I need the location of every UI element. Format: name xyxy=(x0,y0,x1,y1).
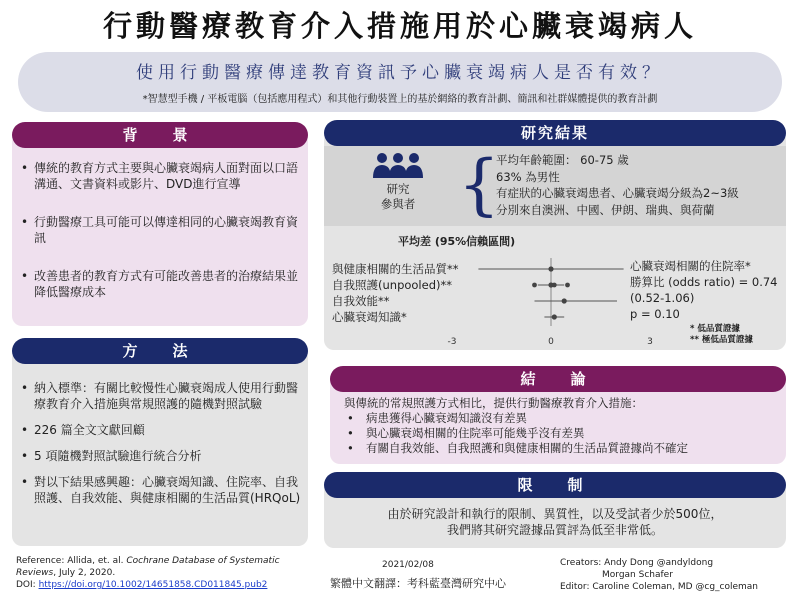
limitations-heading: 限 制 xyxy=(324,472,786,498)
forest-label-0: 與健康相關的生活品質** xyxy=(332,262,459,276)
tick-label: 0 xyxy=(548,337,554,347)
page-title: 行動醫療教育介入措施用於心臟衰竭病人 xyxy=(102,9,697,43)
forest-label-2: 自我效能** xyxy=(332,294,390,308)
background-list xyxy=(18,160,302,300)
creators: Creators: Andy Dong @andyldong Morgan Schafer Editor: Caroline Coleman, MD @cg_coleman xyxy=(560,558,759,592)
tick-label: -3 xyxy=(447,337,457,347)
conclusion-list xyxy=(344,411,780,456)
evidence-notes: * 低品質證據 ** 極低品質證據 xyxy=(690,324,753,345)
results-heading: 研究結果 xyxy=(324,120,786,146)
forest-label-1: 自我照護(unpooled)** xyxy=(332,278,452,292)
reference: Reference: Allida, et. al. Cochrane Database of Systematic Reviews, July 2, 2020. xyxy=(16,556,280,578)
participant-details: 平均年齡範圍： 60-75 歲 63% 為男性 有症狀的心臟衰竭患者、心臟衰竭分級為2~3級 分別來自澳洲、中國、伊朗、瑞典、與荷蘭 xyxy=(496,153,739,217)
list-item: • 病患獲得心臟衰竭知識沒有差異 xyxy=(344,411,780,426)
question-subtext: *智慧型手機 / 平板電腦（包括應用程式）和其他行動裝置上的基於網絡的教育計劃、簡訊和社群媒體提供的教育計劃 xyxy=(142,94,658,105)
doi: DOI: https://doi.org/10.1002/14651858.CD011845.pub2 xyxy=(16,580,268,590)
participants-label: 研究 參與者 xyxy=(380,182,416,211)
list-item: • 對以下結果感興趣：心臟衰竭知識、住院率、自我照護、自我效能、與健康相關的生活品質(HRQoL) xyxy=(18,474,302,506)
limitations-text: 由於研究設計和執行的限制、異質性，以及受試者少於500位， 我們將其研究證據品質評為低至非常低。 xyxy=(387,507,723,537)
point-estimate xyxy=(565,283,570,288)
point-estimate xyxy=(552,314,557,319)
background-heading: 背 景 xyxy=(12,122,308,148)
translation-credit: 繁體中文翻譯：考科藍臺灣研究中心 xyxy=(330,577,506,590)
people-group-icon xyxy=(370,152,426,182)
conclusion-intro: 與傳統的常規照護方式相比，提供行動醫療教育介入措施： xyxy=(344,396,643,410)
doi-link[interactable]: https://doi.org/10.1002/14651858.CD011845.pub2 xyxy=(38,580,268,590)
list-item: • 行動醫療工具可能可以傳達相同的心臟衰竭教育資訊 xyxy=(18,214,302,246)
point-estimate xyxy=(562,298,567,303)
list-item: • 傳統的教育方式主要與心臟衰竭病人面對面以口語溝通、文書資料或影片、DVD進行宣導 xyxy=(18,160,302,192)
list-item: • 5 項隨機對照試驗進行統合分析 xyxy=(18,448,302,464)
question-text: 使用行動醫療傳達教育資訊予心臟衰竭病人是否有效？ xyxy=(136,63,664,83)
methods-list xyxy=(18,380,302,506)
forest-plot xyxy=(446,254,656,352)
forest-label-3: 心臟衰竭知識* xyxy=(332,310,407,324)
date: 2021/02/08 xyxy=(382,560,434,570)
point-estimate xyxy=(532,283,537,288)
tick-label: 3 xyxy=(647,337,653,347)
hospitalization-stats: 心臟衰竭相關的住院率* 勝算比 (odds ratio) = 0.74 (0.52-1.06) p = 0.10 xyxy=(630,259,778,321)
list-item: • 改善患者的教育方式有可能改善患者的治療結果並降低醫療成本 xyxy=(18,268,302,300)
point-estimate xyxy=(548,266,553,271)
chart-title: 平均差 (95%信賴區間) xyxy=(398,235,516,248)
question-banner xyxy=(18,52,782,112)
list-item: • 與心臟衰竭相關的住院率可能幾乎沒有差異 xyxy=(344,426,780,441)
point-estimate xyxy=(552,283,557,288)
methods-heading: 方 法 xyxy=(12,338,308,364)
list-item: • 226 篇全文文獻回顧 xyxy=(18,422,302,438)
list-item: • 有關自我效能、自我照護和與健康相關的生活品質證據尚不確定 xyxy=(344,441,780,456)
brace: { xyxy=(458,146,500,223)
list-item: • 納入標準：有關比較慢性心臟衰竭成人使用行動醫療教育介入措施與常規照護的隨機對照試驗 xyxy=(18,380,302,412)
conclusion-heading: 結 論 xyxy=(330,366,786,392)
